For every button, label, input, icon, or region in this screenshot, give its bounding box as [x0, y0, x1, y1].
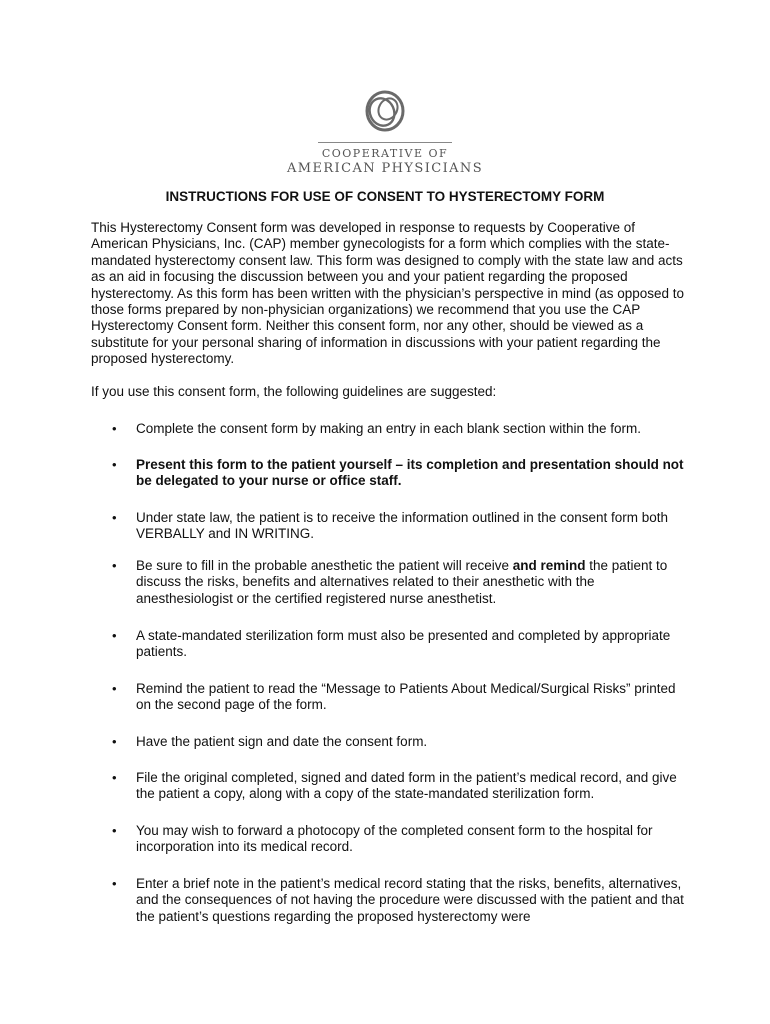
- bullet-icon: •: [112, 457, 117, 472]
- bullet-icon: •: [112, 770, 117, 785]
- bullet-icon: •: [112, 876, 117, 891]
- bullet-icon: •: [112, 510, 117, 525]
- list-item-text: Complete the consent form by making an entry in each blank section within the form.: [136, 421, 642, 436]
- list-item-text: File the original completed, signed and dated form in the patient’s medical record, and give the patient a copy, along with a copy of the state-mandated sterilization form.: [136, 770, 677, 802]
- bullet-icon: •: [112, 681, 117, 696]
- logo-line-1: COOPERATIVE OF: [321, 147, 449, 160]
- bullet-icon: •: [112, 628, 117, 643]
- intro-paragraph: This Hysterectomy Consent form was developed in response to requests by Cooperative of American Physicians, Inc. (CAP) member gynecologists for a form which complies with the state-mandated hysterectomy consent law. This form was designed to comply with the state law and acts as an aid in focusing the discussion between you and your patient regarding the proposed hysterectomy. As this form has been written with the physician’s perspective in mind (as opposed to those forms prepared by non-physician organizations) we recommend that you use the CAP Hysterectomy Consent form. Neither this consent form, nor any other, should be viewed as a substitute for your personal sharing of information in discussions with your patient regarding the proposed hysterectomy.: [91, 220, 685, 367]
- list-item-text: You may wish to forward a photocopy of the completed consent form to the hospital for incorporation into its medical record.: [136, 823, 653, 855]
- list-item-text: Present this form to the patient yourself – its completion and presentation should not be delegated to your nurse or office staff.: [136, 457, 684, 489]
- list-item-text: A state-mandated sterilization form must also be presented and completed by appropriate patients.: [136, 628, 671, 660]
- guidelines-lead: If you use this consent form, the following guidelines are suggested:: [91, 384, 497, 399]
- cap-logo-emblem-icon: [361, 88, 409, 134]
- list-item-text: Have the patient sign and date the consent form.: [136, 734, 428, 749]
- list-item-text: Enter a brief note in the patient’s medical record stating that the risks, benefits, alternatives, and the consequences of not having the procedure were discussed with the patient and that the patient’s questions regarding the proposed hysterectomy were: [136, 876, 684, 924]
- logo-divider: [318, 142, 452, 143]
- logo: [0, 88, 770, 177]
- bullet-icon: •: [112, 734, 117, 749]
- bullet-icon: •: [112, 421, 117, 436]
- list-item-text: Remind the patient to read the “Message to Patients About Medical/Surgical Risks” printed on the second page of the form.: [136, 681, 676, 713]
- page-title: INSTRUCTIONS FOR USE OF CONSENT TO HYSTERECTOMY FORM: [165, 189, 605, 204]
- bullet-icon: •: [112, 823, 117, 838]
- list-item-text: Under state law, the patient is to receive the information outlined in the consent form both VERBALLY and IN WRITING.: [136, 510, 669, 542]
- logo-line-2: AMERICAN PHYSICIANS: [286, 161, 483, 176]
- bullet-icon: •: [112, 558, 117, 573]
- list-item-text: Be sure to fill in the probable anesthetic the patient will receive and remind the patient to discuss the risks, benefits and alternatives related to their anesthetic with the anesthesiologist or the certified registered nurse anesthetist.: [136, 558, 668, 606]
